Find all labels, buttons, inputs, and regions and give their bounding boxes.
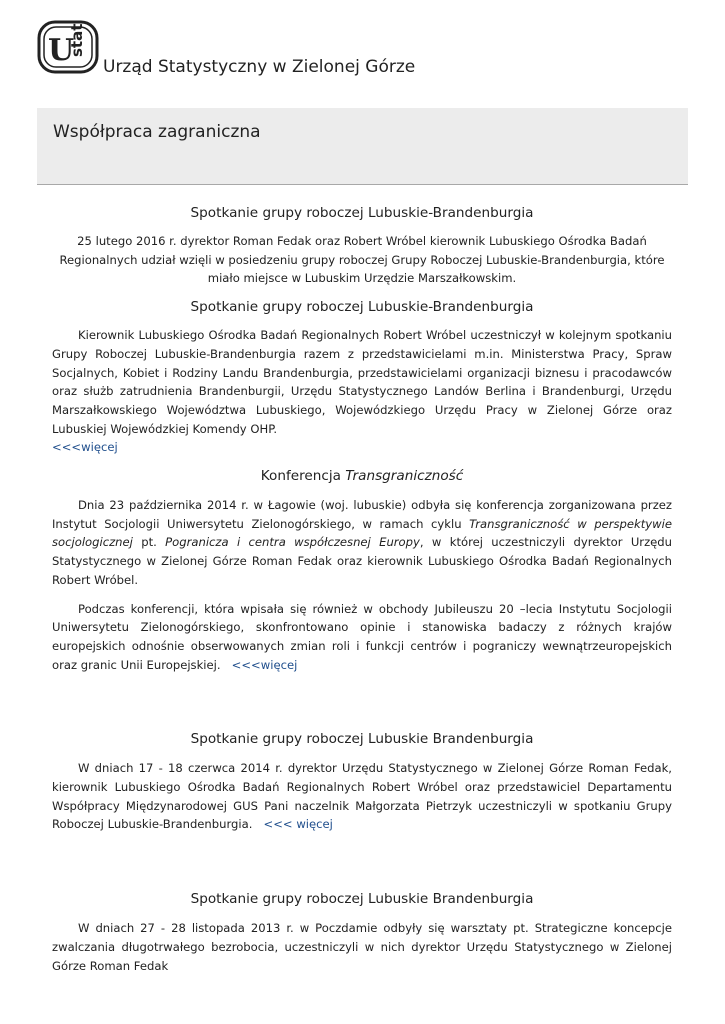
article-item	[52, 204, 672, 288]
article-paragraph	[52, 496, 672, 590]
more-link[interactable]: <<<więcej	[231, 657, 298, 672]
article-text: , w której uczestniczyli dyrektor Urzędu Statystycznego w Zielonej Górze Roman Fedak oraz kierownik Lubuskiego Ośrodka Badań Regionalnych Robert Wróbel.	[52, 535, 672, 587]
article-title: Spotkanie grupy roboczej Lubuskie Brandenburgia	[190, 731, 534, 748]
more-link[interactable]: <<< więcej	[263, 817, 333, 832]
article-italic-text: Transgraniczność w perspektywie socjologicznej	[52, 516, 672, 550]
article-italic-text: Pogranicza i centra współczesnej Europy	[165, 535, 420, 550]
article-title-text: Konferencja	[260, 468, 346, 485]
article-title	[52, 467, 672, 485]
article-item	[52, 467, 672, 674]
article-paragraph: W dniach 27 - 28 listopada 2013 r. w Poczdamie odbyły się warsztaty pt. Strategiczne koncepcje zwalczania długotrwałego bezrobocia, uczestniczyli w nich dyrektor Urzędu Statystycznego w Zielonej Górze Roman Fedak	[52, 921, 672, 973]
main-content	[52, 196, 672, 975]
svg-text:U: U	[48, 33, 75, 68]
article-item	[52, 298, 672, 457]
site-title[interactable]: Urząd Statystyczny w Zielonej Górze	[103, 57, 416, 77]
ustat-logo[interactable]	[37, 20, 101, 76]
article-title: Spotkanie grupy roboczej Lubuskie Brandenburgia	[190, 891, 534, 908]
svg-text:stat: stat	[68, 23, 86, 57]
article-paragraph: 25 lutego 2016 r. dyrektor Roman Fedak oraz Robert Wróbel kierownik Lubuskiego Ośrodka Badań Regionalnych udział wzięli w posiedzeniu grupy roboczej Grupy Roboczej Lubuskie-Brandenburgia, które miało miejsce w Lubuskim Urzędzie Marszałkowskim.	[59, 234, 665, 286]
more-link[interactable]: <<<więcej	[52, 440, 118, 455]
article-text: W dniach 17 - 18 czerwca 2014 r. dyrektor Urzędu Statystycznego w Zielonej Górze Roman Fedak, kierownik Lubuskiego Ośrodka Badań Regionalnych Robert Wróbel oraz przedstawiciel Departamentu Współpracy Międzynarodowej GUS Pani naczelnik Małgorzata Pietrzyk uczestniczyli w spotkaniu Grupy Roboczej Lubuskie-Brandenburgia.	[52, 761, 672, 832]
article-text: Dnia 23 października 2014 r. w Łagowie (woj. lubuskie) odbyła się konferencja zorganizowana przez Instytut Socjologii Uniwersytetu Zielonogórskiego, w ramach cyklu	[52, 498, 672, 531]
article-item	[52, 890, 672, 975]
article-item	[52, 730, 672, 834]
site-header	[0, 0, 725, 100]
article-title: Spotkanie grupy roboczej Lubuskie-Brandenburgia	[190, 205, 534, 221]
article-text: Podczas konferencji, która wpisała się również w obchody Jubileuszu 20 –lecia Instytutu Socjologii Uniwersytetu Zielonogórskiego, skonfrontowano opinie i stanowiska badaczy z różnych krajów europejskich odnośnie obserwowanych zmian roli i funkcji centrów i pograniczy wewnątrzeuropejskich oraz granic Unii Europejskiej.	[52, 601, 672, 672]
article-paragraph	[52, 759, 672, 834]
article-text: Kierownik Lubuskiego Ośrodka Badań Regionalnych Robert Wróbel uczestniczył w kolejnym spotkaniu Grupy Roboczej Lubuskie-Brandenburgia razem z przedstawicielami m.in. Ministerstwa Pracy, Spraw Socjalnych, Kobiet i Rodziny Landu Brandenburgia, przedstawicielami organizacji biznesu i pracodawców oraz służb zatrudnienia Brandenburgii, Urzędu Statystycznego Landów Berlina i Brandenburgi, Urzędu Marszałkowskiego Województwa Lubuskiego, Wojewódzkiego Urzędu Pracy w Zielonej Górze oraz Lubuskiej Wojewódzkiej Komendy OHP.	[52, 328, 672, 436]
page-title: Współpraca zagraniczna	[53, 122, 261, 142]
article-title: Spotkanie grupy roboczej Lubuskie-Brandenburgia	[190, 299, 534, 316]
article-paragraph	[52, 600, 672, 675]
article-title-italic: Transgraniczność	[345, 468, 464, 485]
article-text: pt.	[132, 535, 166, 550]
page-title-band	[37, 108, 688, 185]
article-paragraph	[52, 326, 672, 457]
